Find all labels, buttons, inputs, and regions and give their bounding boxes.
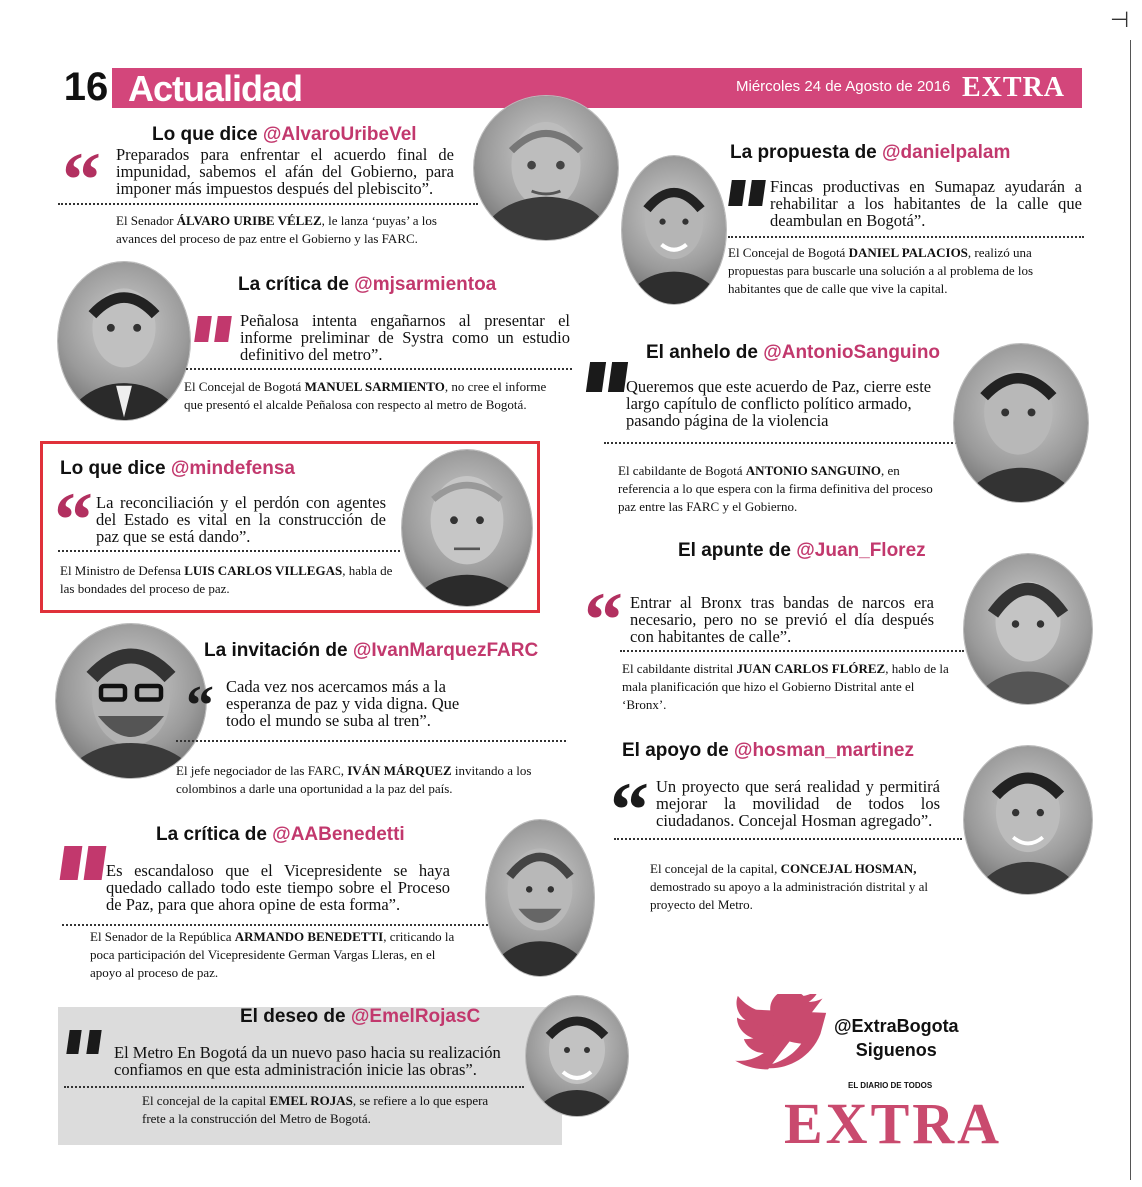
dotted-divider [614, 838, 962, 840]
article-caption [142, 1092, 492, 1128]
caption-name: ÁLVARO URIBE VÉLEZ [176, 213, 322, 228]
open-quote-icon [728, 180, 746, 206]
article-headline [156, 824, 405, 846]
caption-name: DANIEL PALACIOS [848, 245, 968, 260]
headline-text: El deseo de [240, 1006, 351, 1027]
article-headline [730, 142, 1010, 164]
dotted-divider [64, 1086, 524, 1088]
headline-text: El apoyo de [622, 740, 734, 761]
article-caption [728, 244, 1084, 298]
promo-handle-text[interactable]: @ExtraBogota [834, 1016, 959, 1036]
caption-text: El Senador [116, 213, 177, 228]
caption-text: El Ministro de Defensa [60, 563, 185, 578]
twitter-handle[interactable]: @mindefensa [170, 458, 295, 479]
portrait-photo-benedetti [486, 820, 594, 976]
brand-logo-small: EXTRA [962, 72, 1066, 103]
article-quote: El Metro En Bogotá da un nuevo paso hacia su realización confiamos en que esta administración inicie las obras”. [114, 1043, 501, 1079]
caption-name: IVÁN MÁRQUEZ [347, 763, 452, 778]
article-headline [60, 458, 295, 480]
portrait-photo-palacios [622, 156, 726, 304]
open-quote-icon [60, 846, 83, 880]
caption-text: El Concejal de Bogotá [184, 379, 305, 394]
article-caption [618, 462, 954, 516]
section-title: Actualidad [128, 68, 303, 109]
open-quote-icon [194, 316, 212, 342]
article-quote: Entrar al Bronx tras bandas de narcos era necesario, pero no se previó el día después con habitantes de calle”. [630, 593, 934, 646]
caption-text: El Senador de la República [90, 929, 235, 944]
dotted-divider [58, 203, 478, 205]
open-quote-icon [748, 180, 766, 206]
twitter-handle[interactable]: @AABenedetti [272, 824, 405, 845]
dotted-divider [620, 650, 964, 652]
portrait-photo-rojas [526, 996, 628, 1116]
article-quote: Un proyecto que será realidad y permitirá mejorar la movilidad de todos los ciudadanos. Concejal Hosman agregado”. [656, 777, 940, 830]
caption-name: EMEL ROJAS [269, 1093, 353, 1108]
twitter-handle[interactable]: @Juan_Florez [796, 540, 926, 561]
article-caption [90, 928, 456, 982]
article-quote: Es escandaloso que el Vicepresidente se haya quedado callado todo este tiempo sobre el Proceso de Paz, para que ahora opine de esta forma”. [106, 861, 450, 914]
portrait-photo-uribe [474, 96, 618, 240]
open-quote-icon [214, 316, 232, 342]
open-quote-icon: “ [584, 576, 623, 663]
promo-follow-text: Siguenos [855, 1040, 937, 1060]
corner-crop-mark: ⊣ [1110, 8, 1130, 33]
headline-text: Lo que dice [60, 458, 171, 479]
caption-text: invitando a los colombinos a darle una oportunidad a la paz del país. [176, 763, 532, 796]
article-caption [650, 860, 946, 914]
article-caption [116, 212, 468, 248]
dotted-divider [728, 236, 1084, 238]
article-quote: Cada vez nos acercamos más a la esperanza de paz y vida digna. Que todo el mundo se suba al tren”. [226, 677, 460, 730]
dotted-divider [186, 368, 572, 370]
page-number: 16 [60, 64, 112, 110]
article-headline [238, 274, 496, 296]
page-edge-line [1130, 40, 1131, 1180]
article-caption [176, 762, 556, 798]
article-headline [646, 342, 940, 364]
open-quote-icon: “ [54, 476, 93, 563]
article-headline [678, 540, 926, 562]
twitter-handle[interactable]: @IvanMarquezFARC [352, 640, 539, 661]
article-quote: La reconciliación y el perdón con agentes del Estado es vital en la construcción de paz que se está dando”. [96, 493, 386, 546]
caption-text: , se refiere a lo que espera frete a la construcción del Metro de Bogotá. [142, 1093, 489, 1126]
caption-text: , hablo de la mala planificación que hizo el Gobierno Distrital ante el ‘Bronx’. [622, 661, 949, 712]
caption-name: ANTONIO SANGUINO [745, 463, 881, 478]
caption-name: LUIS CARLOS VILLEGAS [184, 563, 343, 578]
caption-text: , no cree el informe que presentó el alcalde Peñalosa con respecto al metro de Bogotá. [184, 379, 547, 412]
portrait-photo-villegas [402, 450, 532, 606]
caption-text: , le lanza ‘puyas’ a los avances del proceso de paz entre el Gobierno y las FARC. [116, 213, 437, 246]
twitter-handle[interactable]: @EmelRojasC [350, 1006, 481, 1027]
article-headline [240, 1006, 480, 1028]
article-headline [204, 640, 538, 662]
article-caption [622, 660, 960, 714]
headline-text: Lo que dice [152, 124, 263, 145]
twitter-handle[interactable]: @hosman_martinez [733, 740, 914, 761]
article-headline [622, 740, 914, 762]
caption-text: , realizó una propuestas para buscarle una solución a al problema de los habitantes que de calle que vive la capital. [728, 245, 1034, 296]
caption-text: El concejal de la capital, [650, 861, 781, 876]
dotted-divider [604, 442, 960, 444]
caption-name: JUAN CARLOS FLÓREZ [736, 661, 886, 676]
twitter-bird-icon[interactable] [734, 994, 830, 1076]
portrait-photo-marquez [56, 624, 206, 778]
article-headline [152, 124, 417, 146]
open-quote-icon [84, 846, 107, 880]
open-quote-icon [586, 362, 606, 392]
caption-text: , habla de las bondades del proceso de paz. [60, 563, 393, 596]
article-quote: Queremos que este acuerdo de Paz, cierre este largo capítulo de conflicto político armado, pasando página de la violencia [626, 377, 932, 430]
headline-text: La crítica de [238, 274, 355, 295]
caption-name: ARMANDO BENEDETTI [234, 929, 384, 944]
caption-text: El concejal de la capital [142, 1093, 270, 1108]
headline-text: El anhelo de [646, 342, 764, 363]
dotted-divider [58, 550, 400, 552]
article-caption [60, 562, 400, 598]
caption-text: , en referencia a lo que espera con la firma definitiva del proceso paz entre las FARC y el Gobierno. [618, 463, 933, 514]
portrait-photo-sanguino [954, 344, 1088, 502]
article-quote: Peñalosa intenta engañarnos al presentar el informe preliminar de Systra como un estudio definitivo del metro”. [240, 311, 570, 364]
twitter-handle[interactable]: @mjsarmientoa [354, 274, 497, 295]
headline-text: La invitación de [204, 640, 353, 661]
article-quote: Preparados para enfrentar el acuerdo final de impunidad, sabemos el afán del Gobierno, para imponer más impuestos después del plebiscito”. [116, 145, 454, 198]
dotted-divider [176, 740, 566, 742]
caption-name: MANUEL SARMIENTO [304, 379, 445, 394]
caption-text: El cabildante de Bogotá [618, 463, 746, 478]
twitter-handle[interactable]: @AlvaroUribeVel [262, 124, 417, 145]
caption-text: , criticando la poca participación del Vicepresidente German Vargas Lleras, en el apoyo al proceso de paz. [90, 929, 455, 980]
open-quote-icon: “ [610, 766, 649, 853]
promo-twitter-handle[interactable] [834, 1014, 959, 1062]
caption-name: CONCEJAL HOSMAN, [780, 861, 917, 876]
brand-tagline: EL DIARIO DE TODOS [848, 1081, 933, 1090]
article-caption [184, 378, 556, 414]
issue-date: Miércoles 24 de Agosto de 2016 [736, 78, 951, 95]
caption-text: demostrado su apoyo a la administración distrital y al proyecto del Metro. [650, 879, 928, 912]
caption-text: El cabildante distrital [622, 661, 737, 676]
open-quote-icon: “ [62, 136, 101, 223]
article-quote: Fincas productivas en Sumapaz ayudarán a rehabilitar a los habitantes de la calle que deambulan en Bogotá”. [770, 177, 1082, 230]
headline-text: La crítica de [156, 824, 273, 845]
headline-text: El apunte de [678, 540, 797, 561]
portrait-photo-hosman [964, 746, 1092, 894]
portrait-photo-sarmiento [58, 262, 190, 420]
headline-text: La propuesta de [730, 142, 883, 163]
brand-logo-large: EXTRA [784, 1091, 1003, 1156]
twitter-handle[interactable]: @danielpalam [882, 142, 1011, 163]
caption-text: El Concejal de Bogotá [728, 245, 849, 260]
twitter-handle[interactable]: @AntonioSanguino [763, 342, 941, 363]
caption-text: El jefe negociador de las FARC, [176, 763, 348, 778]
portrait-photo-florez [964, 554, 1092, 704]
open-quote-icon: “ [186, 675, 214, 737]
dotted-divider [62, 924, 492, 926]
